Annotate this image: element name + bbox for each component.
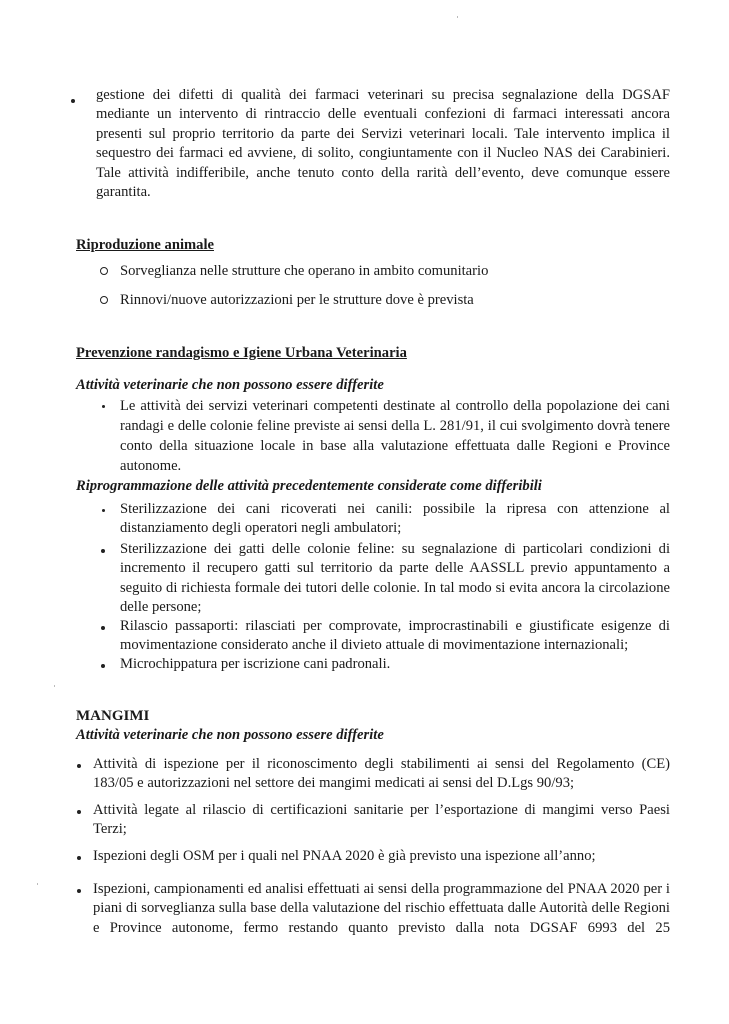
circle-bullet-icon	[100, 267, 108, 275]
list-item: Ispezioni, campionamenti ed analisi effettuati ai sensi della programmazione del PNAA 2020 per i piani di sorveglianza sulla base della valutazione del rischio effettuata dalle Autorità delle Regioni e Province autonome, fermo restando quanto previsto dalla nota DGSAF 6993 del 25	[93, 881, 670, 936]
paragraph-top-item: gestione dei difetti di qualità dei farmaci veterinari su precisa segnalazione della DGSAF mediante un intervento di rintraccio delle eventuali confezioni di farmaci interessati ancora presenti sul proprio territorio da parte dei Servizi veterinari locali. Tale intervento implica il sequestro dei farmaci ed avviene, di solito, congiuntamente con il Nucleo NAS dei Carabinieri. Tale attività indifferibile, anche tenuto conto della rarità dell’evento, deve comunque essere garantita.	[96, 87, 670, 201]
subheading-riprogrammazione: Riprogrammazione delle attività precedentemente considerate come differibili	[76, 478, 542, 494]
heading-randagismo: Prevenzione randagismo e Igiene Urbana Veterinaria	[76, 345, 407, 361]
bullet-icon	[101, 664, 105, 668]
subheading-mangimi-non-differite: Attività veterinarie che non possono essere differite	[76, 727, 384, 743]
list-item: Ispezioni degli OSM per i quali nel PNAA 2020 è già previsto una ispezione all’anno;	[93, 848, 596, 864]
bullet-icon	[101, 626, 105, 630]
bullet-icon	[102, 509, 105, 512]
bullet-icon	[102, 405, 105, 408]
scan-speck	[37, 883, 38, 885]
bullet-icon	[77, 856, 81, 860]
bullet-icon	[77, 810, 81, 814]
bullet-icon	[101, 549, 105, 553]
heading-riproduzione: Riproduzione animale	[76, 237, 214, 253]
scan-speck	[54, 685, 55, 687]
list-item: Sorveglianza nelle strutture che operano in ambito comunitario	[120, 263, 489, 279]
list-item: Microchippatura per iscrizione cani padronali.	[120, 656, 391, 672]
list-item: Sterilizzazione dei gatti delle colonie feline: su segnalazione di particolari condizioni di incremento il recupero gatti sul territorio da parte delle AASSLL previo appuntamento a seguito di richiesta formale dei tutori delle colonie. In tal modo si evita ancora la circolazione delle persone;	[120, 541, 670, 616]
bullet-icon	[77, 889, 81, 893]
list-item: Rinnovi/nuove autorizzazioni per le strutture dove è prevista	[120, 292, 474, 308]
bullet-icon	[71, 99, 75, 103]
bullet-icon	[77, 764, 81, 768]
circle-bullet-icon	[100, 296, 108, 304]
list-item: Sterilizzazione dei cani ricoverati nei canili: possibile la ripresa con attenzione al distanziamento degli operatori negli ambulatori;	[120, 501, 670, 536]
subheading-non-differite: Attività veterinarie che non possono essere differite	[76, 377, 384, 393]
list-item: Le attività dei servizi veterinari competenti destinate al controllo della popolazione dei cani randagi e delle colonie feline previste ai sensi della L. 281/91, il cui svolgimento dovrà tenere conto della situazione locale in base alla valutazione effettuata dalle Regioni e Province autonome.	[120, 398, 670, 474]
list-item: Attività legate al rilascio di certificazioni sanitarie per l’esportazione di mangimi verso Paesi Terzi;	[93, 802, 670, 838]
list-item: Attività di ispezione per il riconoscimento degli stabilimenti ai sensi del Regolamento (CE) 183/05 e autorizzazioni nel settore dei mangimi medicati ai sensi del D.Lgs 90/93;	[93, 756, 670, 792]
heading-mangimi: MANGIMI	[76, 708, 150, 724]
scan-speck	[457, 16, 458, 18]
list-item: Rilascio passaporti: rilasciati per comprovate, improcrastinabili e giustificate esigenze di movimentazione considerato anche il divieto attuale di movimentazione internazionali;	[120, 618, 670, 654]
